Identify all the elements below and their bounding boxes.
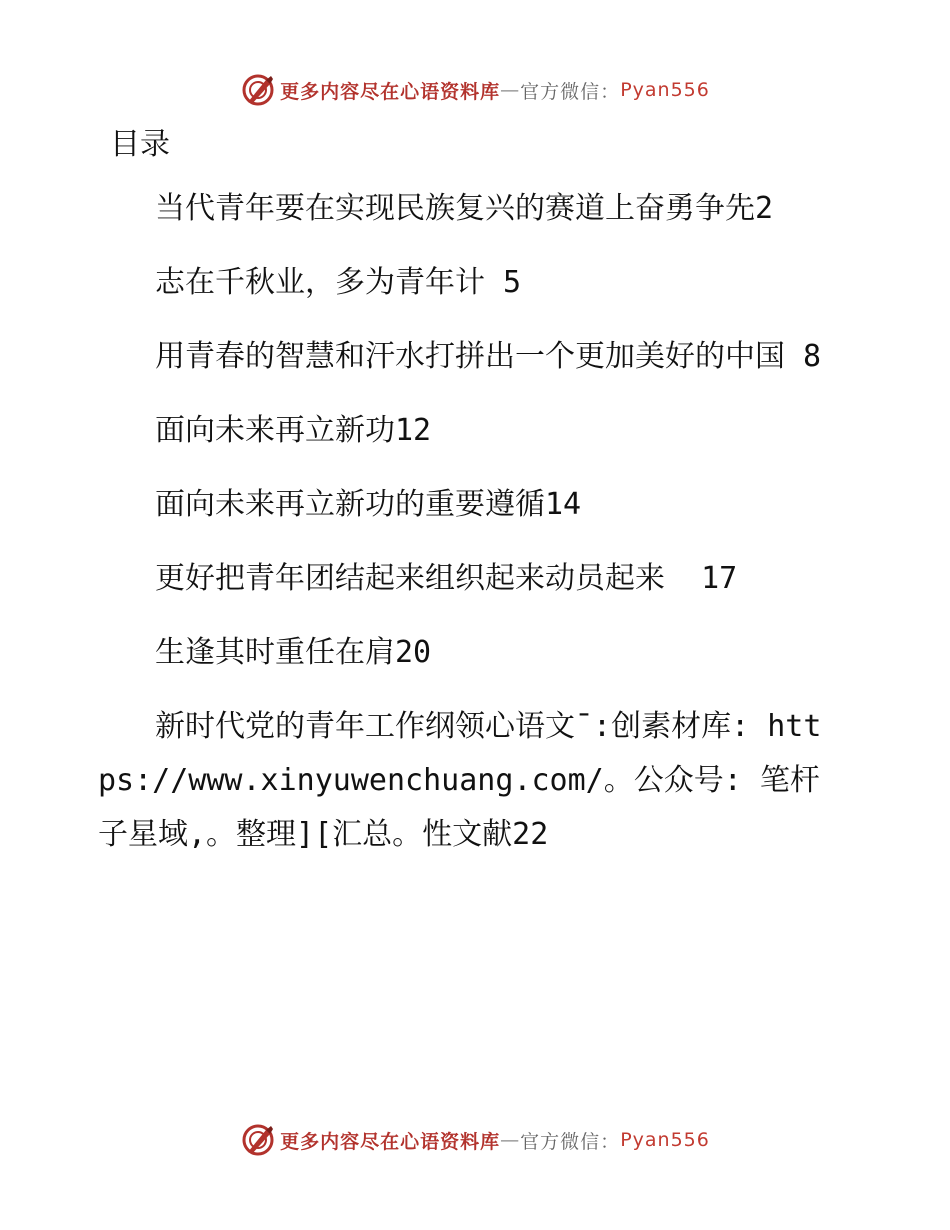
toc-entry: 用青春的智慧和汗水打拼出一个更加美好的中国 8 bbox=[155, 339, 822, 374]
footer-banner bbox=[0, 1120, 950, 1160]
toc-entry: 新时代党的青年工作纲领心语文¯:创素材库: https://www.xinyuwenchuang.com/。公众号: 笔杆子星域,。整理][汇总。性文献22 bbox=[98, 709, 822, 852]
pen-seal-logo-icon bbox=[240, 1122, 276, 1158]
toc-entry: 面向未来再立新功的重要遵循14 bbox=[155, 487, 582, 522]
header-banner bbox=[0, 70, 950, 110]
banner-wechat-label: 官方微信： bbox=[520, 80, 621, 103]
banner-library-name: 更多内容尽在心语资料库 bbox=[280, 1130, 501, 1153]
toc-entry: 志在千秋业，多为青年计 5 bbox=[155, 265, 522, 300]
toc-entry: 生逢其时重任在肩20 bbox=[155, 635, 432, 670]
toc-heading: 目录 bbox=[110, 127, 170, 162]
pen-seal-logo-icon bbox=[240, 72, 276, 108]
banner-library-name: 更多内容尽在心语资料库 bbox=[280, 80, 501, 103]
banner-wechat-label: 官方微信： bbox=[520, 1130, 621, 1153]
toc-entry: 面向未来再立新功12 bbox=[155, 413, 432, 448]
banner-wechat-handle: Pyan556 bbox=[620, 1129, 710, 1151]
toc-entry: 更好把青年团结起来组织起来动员起来 17 bbox=[155, 561, 738, 596]
table-of-contents bbox=[98, 182, 838, 862]
document-body bbox=[98, 118, 838, 882]
banner-dash: — bbox=[500, 79, 521, 101]
banner-wechat-handle: Pyan556 bbox=[620, 79, 710, 101]
toc-entry: 当代青年要在实现民族复兴的赛道上奋勇争先2 bbox=[155, 191, 774, 226]
banner-dash: — bbox=[500, 1129, 521, 1151]
